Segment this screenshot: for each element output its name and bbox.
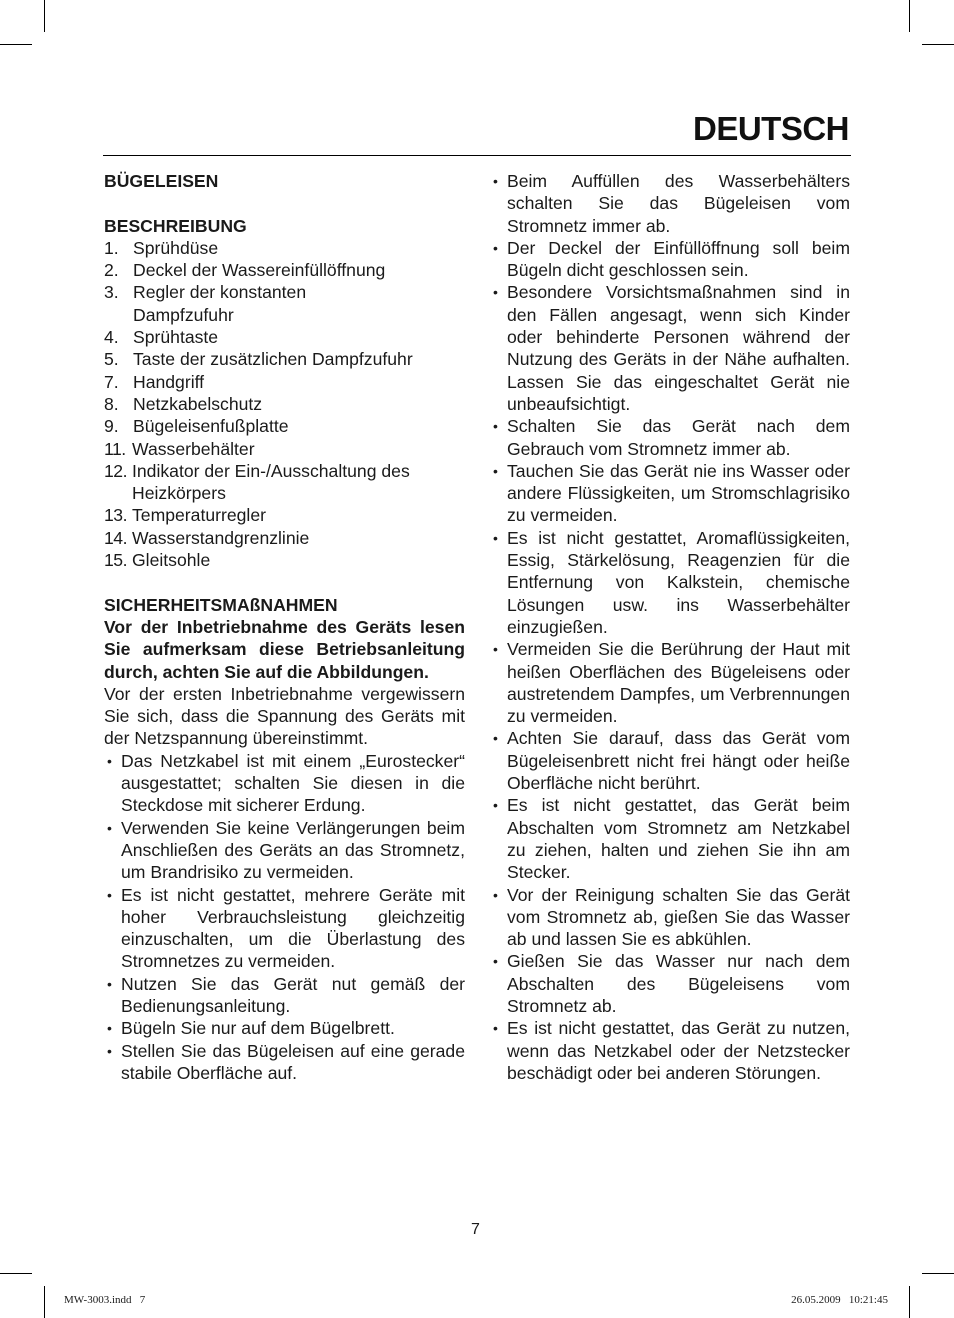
list-item — [104, 326, 465, 348]
item-text: Stellen Sie das Bügeleisen auf eine gerade stabile Oberfläche auf. — [121, 1040, 465, 1083]
item-text: Vermeiden Sie die Berührung der Haut mit heißen Oberflächen des Bügeleisens oder austretendem Dampfes, um Verbrennungen zu vermeiden. — [507, 639, 850, 727]
item-number: 8. — [104, 393, 119, 414]
footer-timestamp: 26.05.2009 10:21:45 — [791, 1294, 888, 1306]
bullet-icon: • — [493, 641, 498, 658]
bullet-icon: • — [493, 418, 498, 435]
list-item — [104, 371, 465, 393]
list-item — [104, 438, 465, 460]
bullet-icon: • — [493, 462, 498, 479]
item-text: Es ist nicht gestattet, Aromaflüssigkeiten, Essig, Stärkelösung, Reagenzien für die Entfernung von Kalkstein, chemische Lösungen usw. ins Wasserbehälter einzugießen. — [507, 527, 850, 637]
item-text: Der Deckel der Einfüllöffnung soll beim Bügeln dicht geschlossen sein. — [507, 237, 850, 281]
item-text: Handgriff — [133, 371, 205, 392]
list-item — [104, 281, 465, 326]
bullet-icon: • — [107, 1020, 112, 1037]
list-item — [104, 237, 465, 259]
page-title: DEUTSCH — [692, 110, 849, 147]
item-number: 4. — [104, 327, 119, 348]
safety-intro-text: Vor der ersten Inbetriebnahme vergewissern Sie sich, dass die Spannung des Geräts mit der Netzspannung übereinstimmt. — [104, 683, 465, 749]
parts-list — [104, 237, 465, 571]
bullet-icon: • — [493, 886, 498, 903]
bullet-icon: • — [493, 953, 498, 970]
page-number: 7 — [471, 1221, 480, 1238]
item-text: Temperaturregler — [132, 505, 266, 526]
list-item — [104, 527, 465, 549]
list-item — [490, 237, 850, 282]
list-item — [490, 527, 850, 638]
list-item — [490, 794, 850, 883]
bullet-icon: • — [493, 284, 498, 301]
bullet-icon: • — [107, 819, 112, 836]
bullet-icon: • — [493, 173, 498, 189]
list-item — [104, 817, 465, 884]
left-column — [104, 170, 465, 1084]
right-column — [490, 170, 850, 1084]
item-text: Netzkabelschutz — [133, 393, 263, 414]
item-text: Gießen Sie das Wasser nur nach dem Abschalten des Bügeleisens vom Stromnetz ab. — [507, 951, 850, 1016]
bullet-icon: • — [107, 1042, 112, 1059]
section-heading-description: BESCHREIBUNG — [104, 215, 247, 236]
safety-intro-bold: Vor der Inbetriebnahme des Geräts lesen Sie aufmerksam diese Betriebsanleitung durch, achten Sie auf die Abbildungen. — [104, 616, 465, 682]
crop-mark — [922, 1273, 954, 1274]
list-item — [490, 170, 850, 237]
item-text: Wasserbehälter — [132, 438, 255, 459]
item-text: Bügeln Sie nur auf dem Bügelbrett. — [121, 1018, 395, 1039]
bullet-icon: • — [107, 975, 112, 992]
item-text: Es ist nicht gestattet, das Gerät zu nutzen, wenn das Netzkabel oder der Netzstecker beschädigt oder bei anderen Störungen. — [507, 1018, 850, 1083]
item-number: 9. — [104, 416, 119, 437]
bullet-icon: • — [493, 1020, 498, 1037]
bullet-icon: • — [493, 529, 498, 546]
list-item — [104, 884, 465, 973]
item-text: Es ist nicht gestattet, mehrere Geräte mit hoher Verbrauchsleistung gleichzeitig einzuschalten, um die Überlastung des Stromnetzes zu vermeiden. — [121, 884, 465, 972]
list-item — [104, 973, 465, 1018]
list-item — [104, 348, 465, 370]
list-item — [490, 415, 850, 460]
list-item — [490, 638, 850, 727]
list-item — [490, 1017, 850, 1084]
crop-mark — [922, 44, 954, 45]
item-text: Das Netzkabel ist mit einem „Eurostecker“ ausgestattet; schalten Sie diesen in die Steckdose mit sicherer Erdung. — [121, 750, 465, 816]
bullet-icon: • — [493, 239, 498, 256]
list-item — [104, 1017, 465, 1039]
item-number: 3. — [104, 282, 119, 303]
item-number: 15. — [104, 550, 127, 571]
item-text: Achten Sie darauf, dass das Gerät vom Bügeleisenbrett nicht frei hängt oder heiße Oberfläche nicht berührt. — [507, 728, 850, 794]
footer-file-name: MW-3003.indd 7 — [64, 1294, 146, 1306]
item-text: Vor der Reinigung schalten Sie das Gerät vom Stromnetz ab, gießen Sie das Wasser ab und lassen Sie es abkühlen. — [507, 884, 850, 950]
item-text: Schalten Sie das Gerät nach dem Gebrauch vom Stromnetz immer ab. — [507, 416, 850, 459]
item-number: 14. — [104, 527, 127, 548]
bullet-icon: • — [493, 730, 498, 747]
spacer — [104, 571, 465, 593]
item-text: Es ist nicht gestattet, das Gerät beim Abschalten vom Stromnetz am Netzkabel zu ziehen, halten und ziehen Sie ihn am Stecker. — [507, 795, 850, 883]
list-item — [104, 393, 465, 415]
crop-mark — [44, 1286, 45, 1318]
bullet-icon: • — [107, 752, 112, 769]
list-item — [104, 460, 465, 505]
item-text: Taste der zusätzlichen Dampfzufuhr — [133, 349, 413, 370]
item-text: Beim Auffüllen des Wasserbehälters schalten Sie das Bügeleisen vom Stromnetz immer ab. — [507, 171, 850, 236]
item-number: 11. — [104, 438, 126, 459]
list-item — [104, 549, 465, 571]
item-text: Sprühdüse — [133, 237, 219, 258]
crop-mark — [0, 1273, 32, 1274]
crop-mark — [909, 0, 910, 32]
crop-mark — [44, 0, 45, 32]
list-item — [104, 750, 465, 817]
safety-list-left — [104, 750, 465, 1084]
crop-mark — [0, 44, 32, 45]
list-item — [490, 281, 850, 415]
item-number: 5. — [104, 349, 119, 370]
item-number: 7. — [104, 371, 119, 392]
item-text: Verwenden Sie keine Verlängerungen beim Anschließen des Geräts an das Stromnetz, um Brandrisiko zu vermeiden. — [121, 817, 465, 883]
item-text: Deckel der Wassereinfüllöffnung — [133, 260, 386, 281]
list-item — [490, 884, 850, 951]
list-item — [490, 460, 850, 527]
item-number: 1. — [104, 237, 119, 258]
list-item — [104, 1040, 465, 1085]
list-item — [490, 727, 850, 794]
spacer — [104, 192, 465, 214]
item-number: 13. — [104, 505, 127, 526]
item-text: Bügeleisenfußplatte — [133, 416, 289, 437]
crop-mark — [909, 1286, 910, 1318]
item-text: Gleitsohle — [132, 550, 211, 571]
bullet-icon: • — [493, 797, 498, 814]
list-item — [104, 259, 465, 281]
list-item — [104, 415, 465, 437]
safety-list-right — [490, 170, 850, 1084]
item-text: Sprühtaste — [133, 327, 219, 348]
list-item — [490, 950, 850, 1017]
item-text: Wasserstandgrenzlinie — [132, 527, 310, 548]
header-rule — [103, 155, 851, 156]
item-number: 12. — [104, 460, 127, 481]
bullet-icon: • — [107, 886, 112, 903]
section-heading-safety: SICHERHEITSMAßNAHMEN — [104, 594, 338, 615]
list-item — [104, 504, 465, 526]
item-text: Tauchen Sie das Gerät nie ins Wasser oder andere Flüssigkeiten, um Stromschlagrisiko zu vermeiden. — [507, 460, 850, 526]
item-number: 2. — [104, 260, 119, 281]
item-text: Besondere Vorsichtsmaßnahmen sind in den Fällen angesagt, wenn sich Kinder oder behinderte Personen während der Nutzung des Geräts in der Nähe aufhalten. Lassen Sie das eingeschaltet Gerät nie unbeaufsichtigt. — [507, 282, 850, 414]
section-heading-iron: BÜGELEISEN — [104, 171, 219, 191]
item-text: Indikator der Ein-/Ausschaltung des Heizkörpers — [132, 460, 410, 504]
item-text: Regler der konstanten Dampfzufuhr — [133, 282, 307, 325]
item-text: Nutzen Sie das Gerät nut gemäß der Bedienungsanleitung. — [121, 973, 465, 1016]
